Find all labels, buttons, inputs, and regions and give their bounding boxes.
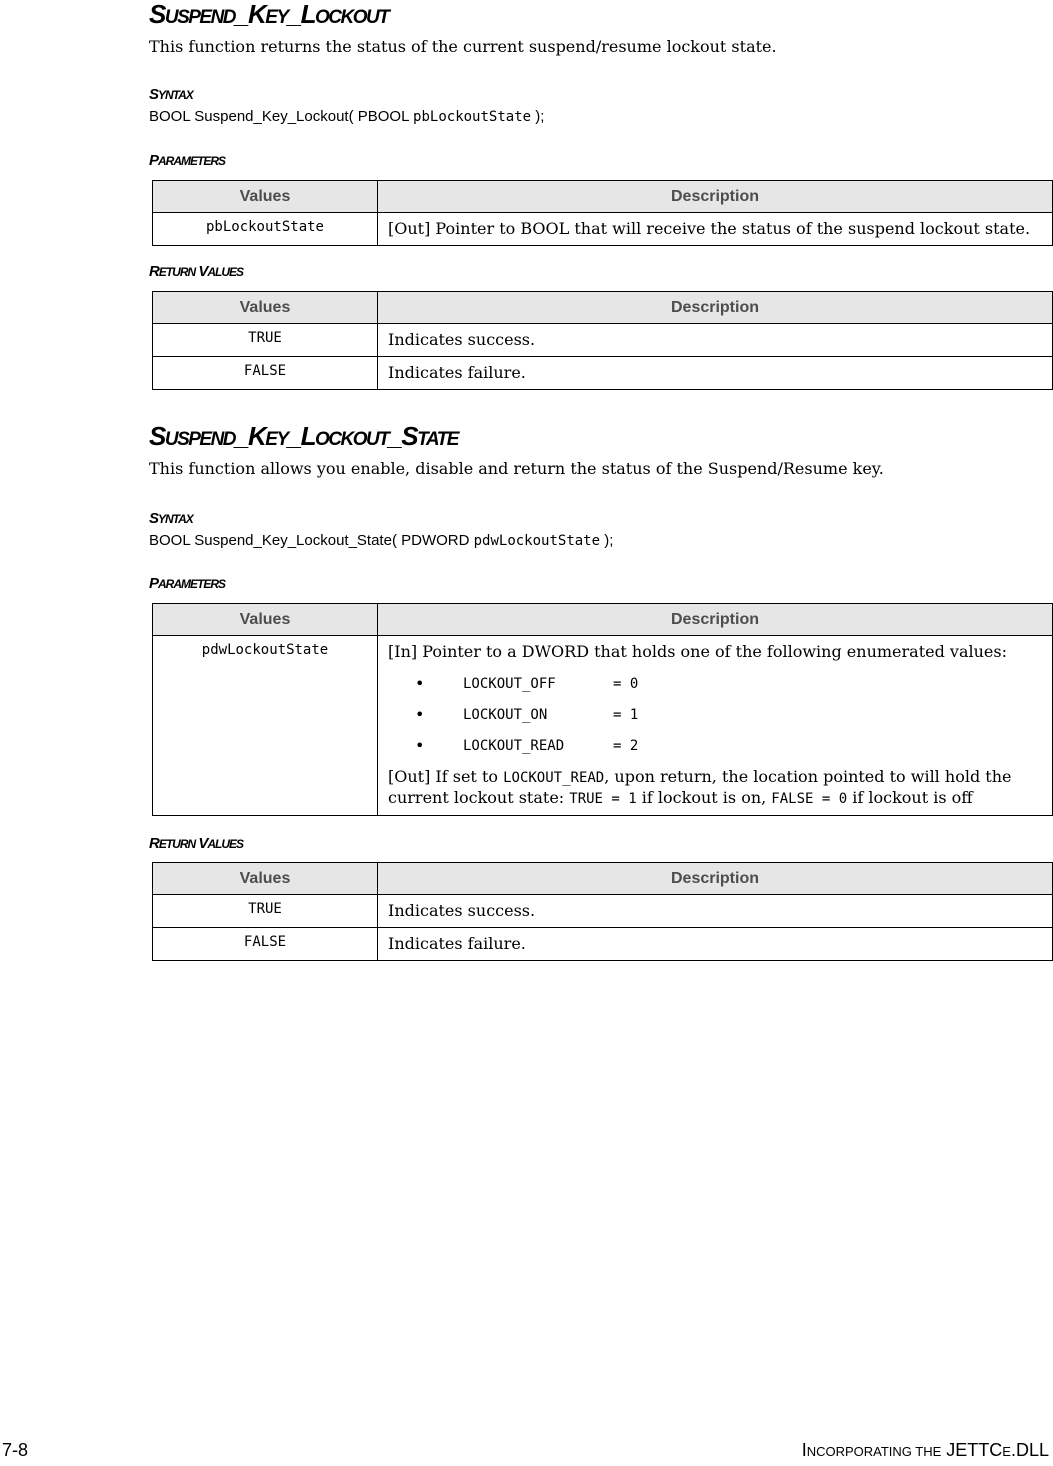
section-suspend-key-lockout [149, 0, 1053, 58]
syntax-line: BOOL Suspend_Key_Lockout( PBOOL pbLockoutState ); [149, 108, 545, 125]
enum-list [388, 668, 1046, 761]
table-row [153, 636, 1053, 816]
col-description-header: Description [378, 181, 1053, 213]
desc-out: [Out] If set to LOCKOUT_READ, upon return, the location pointed to will hold the current lockout state: TRUE = 1 if lockout is on, FALSE = 0 if lockout is off [388, 767, 1012, 807]
col-description-header: Description [378, 604, 1053, 636]
col-description-header: Description [378, 292, 1053, 324]
return-description: Indicates failure. [378, 928, 1053, 961]
bullet-icon: • [415, 735, 425, 755]
bullet-icon: • [415, 704, 425, 724]
col-values-header: Values [153, 863, 378, 895]
col-values-header: Values [153, 292, 378, 324]
section-title: SUSPEND_KEY_LOCKOUT [149, 0, 389, 29]
list-item: • LOCKOUT_READ = 2 [388, 730, 1046, 761]
col-description-header: Description [378, 863, 1053, 895]
return-values-table [152, 862, 1053, 961]
page-number: 7-8 [2, 1440, 29, 1460]
section-intro: This function returns the status of the current suspend/resume lockout state. [149, 37, 777, 56]
table-row [153, 928, 1053, 961]
table-row [153, 895, 1053, 928]
parameters-heading: PARAMETERS [149, 575, 226, 592]
syntax-block [149, 510, 1053, 550]
col-values-header: Values [153, 604, 378, 636]
return-value: FALSE [153, 357, 378, 390]
list-item: • LOCKOUT_OFF = 0 [388, 668, 1046, 699]
table-row [153, 213, 1053, 246]
desc-in: [In] Pointer to a DWORD that holds one of the following enumerated values: [388, 642, 1007, 661]
chapter-footer: INCORPORATING THE JETTCE.DLL [801, 1440, 1049, 1460]
return-value: TRUE [153, 324, 378, 357]
col-values-header: Values [153, 181, 378, 213]
table-row [153, 357, 1053, 390]
parameters-table [152, 603, 1053, 816]
syntax-line: BOOL Suspend_Key_Lockout_State( PDWORD pdwLockoutState ); [149, 532, 614, 549]
syntax-block [149, 86, 1053, 126]
return-description: Indicates failure. [378, 357, 1053, 390]
return-value: FALSE [153, 928, 378, 961]
param-value: pbLockoutState [153, 213, 378, 246]
param-description: [Out] Pointer to BOOL that will receive the status of the suspend lockout state. [378, 213, 1053, 246]
return-description: Indicates success. [378, 895, 1053, 928]
return-values-heading: RETURN VALUES [149, 835, 244, 852]
table-row [153, 324, 1053, 357]
list-item: • LOCKOUT_ON = 1 [388, 699, 1046, 730]
bullet-icon: • [415, 673, 425, 693]
syntax-heading: SYNTAX [149, 510, 193, 527]
param-value: pdwLockoutState [153, 636, 378, 816]
return-value: TRUE [153, 895, 378, 928]
return-values-heading: RETURN VALUES [149, 263, 244, 280]
parameters-table [152, 180, 1053, 246]
return-description: Indicates success. [378, 324, 1053, 357]
parameters-heading: PARAMETERS [149, 152, 226, 169]
syntax-heading: SYNTAX [149, 86, 193, 103]
return-values-table [152, 291, 1053, 390]
section-intro: This function allows you enable, disable and return the status of the Suspend/Resume key. [149, 459, 884, 478]
section-title: SUSPEND_KEY_LOCKOUT_STATE [149, 421, 458, 451]
param-description [378, 636, 1053, 816]
section-suspend-key-lockout-state [149, 422, 1053, 480]
